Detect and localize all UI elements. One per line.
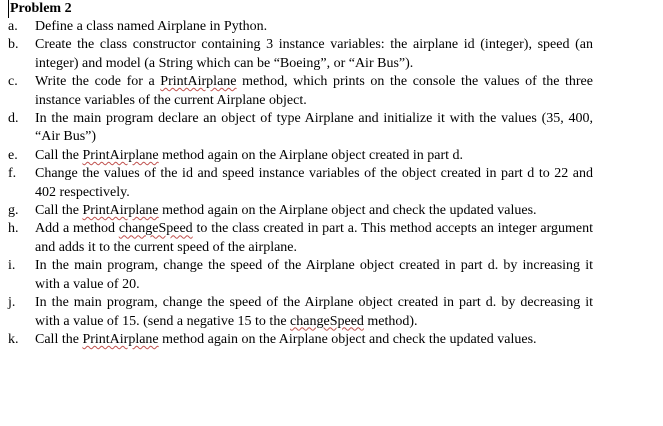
item-letter: k. bbox=[8, 331, 19, 347]
item-letter: e. bbox=[8, 147, 18, 163]
item-letter: b. bbox=[8, 37, 19, 53]
list-item-g bbox=[8, 202, 593, 220]
list-item-i bbox=[8, 257, 593, 294]
item-text: Call the PrintAirplane method again on the Airplane object and check the updated values. bbox=[35, 331, 537, 347]
item-letter: f. bbox=[8, 166, 17, 182]
item-text: Create the class constructor containing 3 instance variables: the airplane id (integer), speed (an integer) and model (a String which can be “Boeing”, or “Air Bus”). bbox=[35, 37, 593, 71]
list-item-b bbox=[8, 36, 593, 73]
list-item-k bbox=[8, 331, 593, 349]
spellcheck-word: PrintAirplane bbox=[82, 147, 159, 163]
spellcheck-word: changeSpeed bbox=[290, 313, 364, 329]
item-text: In the main program declare an object of type Airplane and initialize it with the values (35, 400, “Air Bus”) bbox=[35, 111, 593, 145]
list-item-a bbox=[8, 18, 593, 36]
item-letter: j. bbox=[8, 295, 16, 311]
spellcheck-word: changeSpeed bbox=[118, 221, 193, 237]
item-letter: g. bbox=[8, 203, 19, 219]
spellcheck-word: PrintAirplane bbox=[82, 203, 159, 219]
item-text: Add a method changeSpeed to the class created in part a. This method accepts an integer argument and adds it to the current speed of the airplane. bbox=[35, 221, 593, 255]
item-text: In the main program, change the speed of the Airplane object created in part d. by increasing it with a value of 20. bbox=[35, 258, 593, 292]
list-item-j bbox=[8, 294, 593, 331]
item-letter: d. bbox=[8, 111, 19, 127]
list-item-f bbox=[8, 165, 593, 202]
problem-title: Problem 2 bbox=[8, 0, 593, 18]
list-item-e bbox=[8, 147, 593, 165]
list-item-c bbox=[8, 73, 593, 110]
item-letter: i. bbox=[8, 258, 16, 274]
item-letter: a. bbox=[8, 19, 18, 34]
spellcheck-word: PrintAirplane bbox=[82, 331, 159, 347]
item-text: Write the code for a PrintAirplane method, which prints on the console the values of the three instance variables of the current Airplane object. bbox=[35, 74, 593, 108]
item-letter: h. bbox=[8, 221, 19, 237]
list-item-d bbox=[8, 110, 593, 147]
item-text: Call the PrintAirplane method again on the Airplane object and check the updated values. bbox=[35, 203, 537, 219]
item-text: Define a class named Airplane in Python. bbox=[35, 19, 268, 34]
document bbox=[8, 0, 593, 349]
item-text: Change the values of the id and speed instance variables of the object created in part d to 22 and 402 respectively. bbox=[35, 166, 593, 200]
spellcheck-word: PrintAirplane bbox=[160, 74, 237, 90]
item-text: Call the PrintAirplane method again on the Airplane object created in part d. bbox=[35, 147, 464, 163]
list-item-h bbox=[8, 220, 593, 257]
item-text: In the main program, change the speed of the Airplane object created in part d. by decreasing it with a value of 15. (send a negative 15 to the changeSpeed method). bbox=[35, 295, 593, 329]
item-letter: c. bbox=[8, 74, 18, 90]
